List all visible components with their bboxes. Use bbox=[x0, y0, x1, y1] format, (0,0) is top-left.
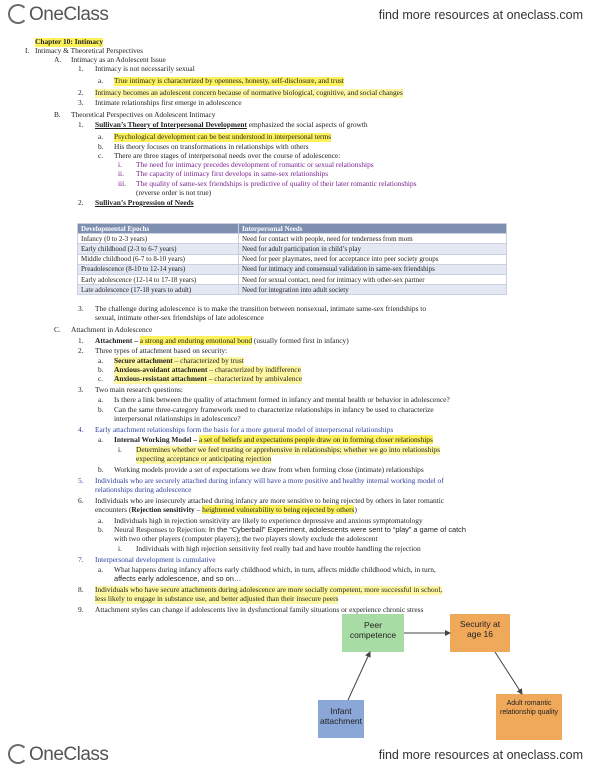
chapter-title: Chapter 10: Intimacy bbox=[35, 37, 104, 46]
outline-text: Attachment in Adolescence bbox=[71, 325, 153, 334]
term: Internal Working Model – bbox=[114, 435, 199, 444]
term-desc: – characterized by indifference bbox=[207, 365, 301, 374]
outline-marker: 4. bbox=[78, 425, 84, 434]
footer-slogan-link[interactable]: find more resources at oneclass.com bbox=[378, 748, 583, 762]
outline-marker: 3. bbox=[78, 304, 84, 313]
table-header-cell: Interpersonal Needs bbox=[239, 224, 507, 234]
outline-text bbox=[114, 375, 302, 384]
outline-text: What happens during infancy affects early childhood which, in turn, affects middle childhood which, in turn, bbox=[114, 565, 436, 574]
outline-text: Psychological development can be best understood in interpersonal terms bbox=[114, 132, 332, 141]
outline-marker: a. bbox=[98, 395, 104, 404]
outline-text: sexual, intimate other-sex friendships of late adolescence bbox=[95, 313, 264, 322]
term-desc: heightened vulnerability to being rejected by others bbox=[202, 505, 355, 514]
table-cell: Early childhood (2-3 to 6-7 years) bbox=[78, 244, 239, 254]
outline-text: True intimacy is characterized by openness, honesty, self-disclosure, and trust bbox=[114, 76, 344, 85]
text-part: Neural Responses to Rejection: bbox=[114, 525, 209, 534]
table-cell: Need for integration into adult society bbox=[239, 285, 507, 295]
table-row bbox=[78, 274, 507, 284]
outline-text: The challenge during adolescence is to make the transition between nonsexual, intimate same-sex friendships to bbox=[95, 304, 427, 313]
outline-marker: 2. bbox=[78, 88, 84, 97]
table-cell: Need for peer playmates, need for acceptance into peer society groups bbox=[239, 254, 507, 264]
outline-text bbox=[95, 121, 368, 130]
oneclass-logo[interactable] bbox=[8, 4, 108, 26]
outline-marker: i. bbox=[118, 544, 122, 553]
outline-text: Theoretical Perspectives on Adolescent Intimacy bbox=[71, 110, 216, 119]
outline-text: Sullivan’s Progression of Needs bbox=[95, 198, 194, 207]
outline-text: (reverse order is not true) bbox=[136, 188, 212, 197]
term: Anxious-avoidant attachment bbox=[114, 365, 208, 374]
outline-text: Individuals who have secure attachments during adolescence are more socially competent, more successful in school, bbox=[95, 585, 443, 594]
outline-marker: 8. bbox=[78, 585, 84, 594]
outline-marker: ii. bbox=[118, 169, 124, 178]
outline-text: Individuals with high rejection sensitivity feel really bad and have trouble handling the rejection bbox=[136, 544, 421, 553]
outline-marker: 9. bbox=[78, 605, 84, 614]
outline-marker: B. bbox=[54, 110, 61, 119]
outline-text: affects early adolescence, and so on… bbox=[114, 574, 242, 583]
outline-marker: 1. bbox=[78, 336, 84, 345]
outline-marker: A. bbox=[54, 55, 62, 64]
outline-text: The need for intimacy precedes development of romantic or sexual relationships bbox=[136, 160, 374, 169]
outline-marker: 2. bbox=[78, 346, 84, 355]
outline-marker: C. bbox=[54, 325, 61, 334]
table-row bbox=[78, 234, 507, 244]
outline-text: with two other players (computer players); the two players slowly exclude the adolescent bbox=[114, 534, 378, 543]
term: Secure attachment bbox=[114, 356, 173, 365]
adult-romantic-label: Adult romantic relationship quality bbox=[500, 700, 558, 716]
outline-marker: b. bbox=[98, 525, 104, 534]
table-header-cell: Developmental Epochs bbox=[78, 224, 239, 234]
outline-text: Three types of attachment based on security: bbox=[95, 346, 228, 355]
term: Rejection sensitivity bbox=[131, 505, 195, 514]
outline-text bbox=[95, 506, 357, 515]
security-label: Security at age 16 bbox=[459, 619, 501, 639]
outline-marker: 3. bbox=[78, 98, 84, 107]
outline-text: Individuals who are securely attached during infancy will have a more positive and healthy internal working model of bbox=[95, 476, 444, 485]
outline-marker: a. bbox=[98, 435, 104, 444]
outline-text: interpersonal relationships in adolescence? bbox=[114, 414, 241, 423]
outline-marker: c. bbox=[98, 151, 104, 160]
term-desc: a strong and enduring emotional bond bbox=[139, 336, 253, 345]
outline-marker: a. bbox=[98, 565, 104, 574]
table-cell: Need for adult participation in child’s play bbox=[239, 244, 507, 254]
outline-text: Intimacy becomes an adolescent concern because of normative biological, cognitive, and social changes bbox=[95, 88, 403, 97]
logo-icon bbox=[8, 744, 28, 764]
outline-marker: 1. bbox=[78, 64, 84, 73]
table-cell: Early adolescence (12-14 to 17-18 years) bbox=[78, 274, 239, 284]
outline-text: Can the same three-category framework used to characterize relationships in infancy be used to characterize bbox=[114, 405, 434, 414]
infant-attachment-label: Infant attachment bbox=[319, 706, 363, 726]
text-part: encounters ( bbox=[95, 505, 132, 514]
outline-marker: b. bbox=[98, 365, 104, 374]
table-row bbox=[78, 264, 507, 274]
outline-marker: a. bbox=[98, 356, 104, 365]
oneclass-logo[interactable] bbox=[8, 744, 108, 766]
term-desc: a set of beliefs and expectations people draw on in forming closer relationships bbox=[198, 435, 433, 444]
term: Anxious-resistant attachment bbox=[114, 374, 207, 383]
outline-text: The capacity of intimacy first develops in same-sex relationships bbox=[136, 169, 329, 178]
text-part: In the “Cyberball” Experiment, adolescents were sent to “play” a game of catch bbox=[208, 525, 466, 534]
page-footer bbox=[0, 736, 595, 770]
outline-marker: b. bbox=[98, 142, 104, 151]
logo-text: OneClass bbox=[29, 744, 109, 765]
outline-text: Individuals high in rejection sensitivity are likely to experience depressive and anxious symptomatology bbox=[114, 516, 423, 525]
outline-marker: 2. bbox=[78, 198, 84, 207]
table-cell: Late adolescence (17-18 years to adult) bbox=[78, 285, 239, 295]
table-row bbox=[78, 254, 507, 264]
outline-marker: a. bbox=[98, 76, 104, 85]
outline-marker: 6. bbox=[78, 496, 84, 505]
outline-marker: i. bbox=[118, 160, 122, 169]
term: Attachment – bbox=[95, 336, 140, 345]
page-header bbox=[0, 0, 595, 34]
outline-text: Intimacy is not necessarily sexual bbox=[95, 64, 195, 73]
outline-text: The quality of same-sex friendships is predictive of quality of their later romantic relationships bbox=[136, 179, 417, 188]
outline-text: Individuals who are insecurely attached during infancy are more sensitive to being rejected by others in later romantic bbox=[95, 496, 445, 505]
outline-text: Two main research questions: bbox=[95, 385, 183, 394]
table-cell: Need for intimacy and consensual validation in same-sex friendships bbox=[239, 264, 507, 274]
outline-text: less likely to engage in substance use, and better adjusted than their insecure peers bbox=[95, 594, 339, 603]
outline-marker: iii. bbox=[118, 179, 127, 188]
text-part: ) bbox=[354, 505, 357, 514]
outline-text: Intimacy as an Adolescent Issue bbox=[71, 55, 166, 64]
outline-marker: b. bbox=[98, 465, 104, 474]
outline-text: Interpersonal development is cumulative bbox=[95, 555, 216, 564]
outline-text: Working models provide a set of expectations we draw from when forming close (intimate) relationships bbox=[114, 465, 424, 474]
outline-text: Is there a link between the quality of attachment formed in infancy and mental health or behavior in adolescence? bbox=[114, 395, 450, 404]
logo-icon bbox=[8, 4, 28, 24]
table-cell: Need for contact with people, need for tenderness from mom bbox=[239, 234, 507, 244]
outline-text bbox=[114, 436, 433, 445]
term: Sullivan’s Theory of Interpersonal Development bbox=[95, 120, 247, 129]
outline-marker: b. bbox=[98, 405, 104, 414]
term-note: (usually formed first in infancy) bbox=[252, 336, 349, 345]
text-part: – bbox=[194, 505, 203, 514]
table-cell: Infancy (0 to 2-3 years) bbox=[78, 234, 239, 244]
arrow bbox=[348, 652, 370, 700]
table-row bbox=[78, 285, 507, 295]
outline-text: There are three stages of interpersonal needs over the course of adolescence: bbox=[114, 151, 341, 160]
outline-text: Early attachment relationships form the basis for a more general model of interpersonal relationships bbox=[95, 425, 394, 434]
outline-marker: 3. bbox=[78, 385, 84, 394]
outline-marker: a. bbox=[98, 132, 104, 141]
outline-text: Intimate relationships first emerge in adolescence bbox=[95, 98, 242, 107]
term-desc: – characterized by trust bbox=[172, 356, 244, 365]
outline-marker: i. bbox=[118, 445, 122, 454]
table-cell: Middle childhood (6-7 to 8-10 years) bbox=[78, 254, 239, 264]
table-header-row bbox=[78, 224, 507, 234]
table-row bbox=[78, 244, 507, 254]
outline-marker: c. bbox=[98, 374, 104, 383]
outline-marker: a. bbox=[98, 516, 104, 525]
outline-text: Attachment styles can change if adolescents live in dysfunctional family situations or experience chronic stress bbox=[95, 605, 424, 614]
outline-text bbox=[95, 337, 349, 346]
outline-marker: 1. bbox=[78, 120, 84, 129]
outline-marker: 5. bbox=[78, 476, 84, 485]
table-cell: Preadolescence (8-10 to 12-14 years) bbox=[78, 264, 239, 274]
arrow bbox=[495, 652, 522, 694]
term-desc: – characterized by ambivalence bbox=[206, 374, 303, 383]
outline-text: Intimacy & Theoretical Perspectives bbox=[35, 46, 144, 55]
needs-table bbox=[77, 223, 507, 295]
outline-text: relationships during adolescence bbox=[95, 485, 192, 494]
outline-text: His theory focuses on transformations in relationships with others bbox=[114, 142, 309, 151]
outline-text: expecting acceptance or anticipating rejection bbox=[136, 454, 272, 463]
peer-competence-label: Peer competence bbox=[349, 620, 397, 640]
outline-marker: I. bbox=[25, 46, 30, 55]
logo-text: OneClass bbox=[29, 4, 109, 25]
table-cell: Need for sexual contact, need for intimacy with other-sex partner bbox=[239, 274, 507, 284]
term-desc: emphasized the social aspects of growth bbox=[246, 120, 368, 129]
header-slogan-link[interactable]: find more resources at oneclass.com bbox=[378, 8, 583, 22]
outline-text: Determines whether we feel trusting or apprehensive in relationships; whether we go into relationships bbox=[136, 445, 440, 454]
outline-marker: 7. bbox=[78, 555, 84, 564]
